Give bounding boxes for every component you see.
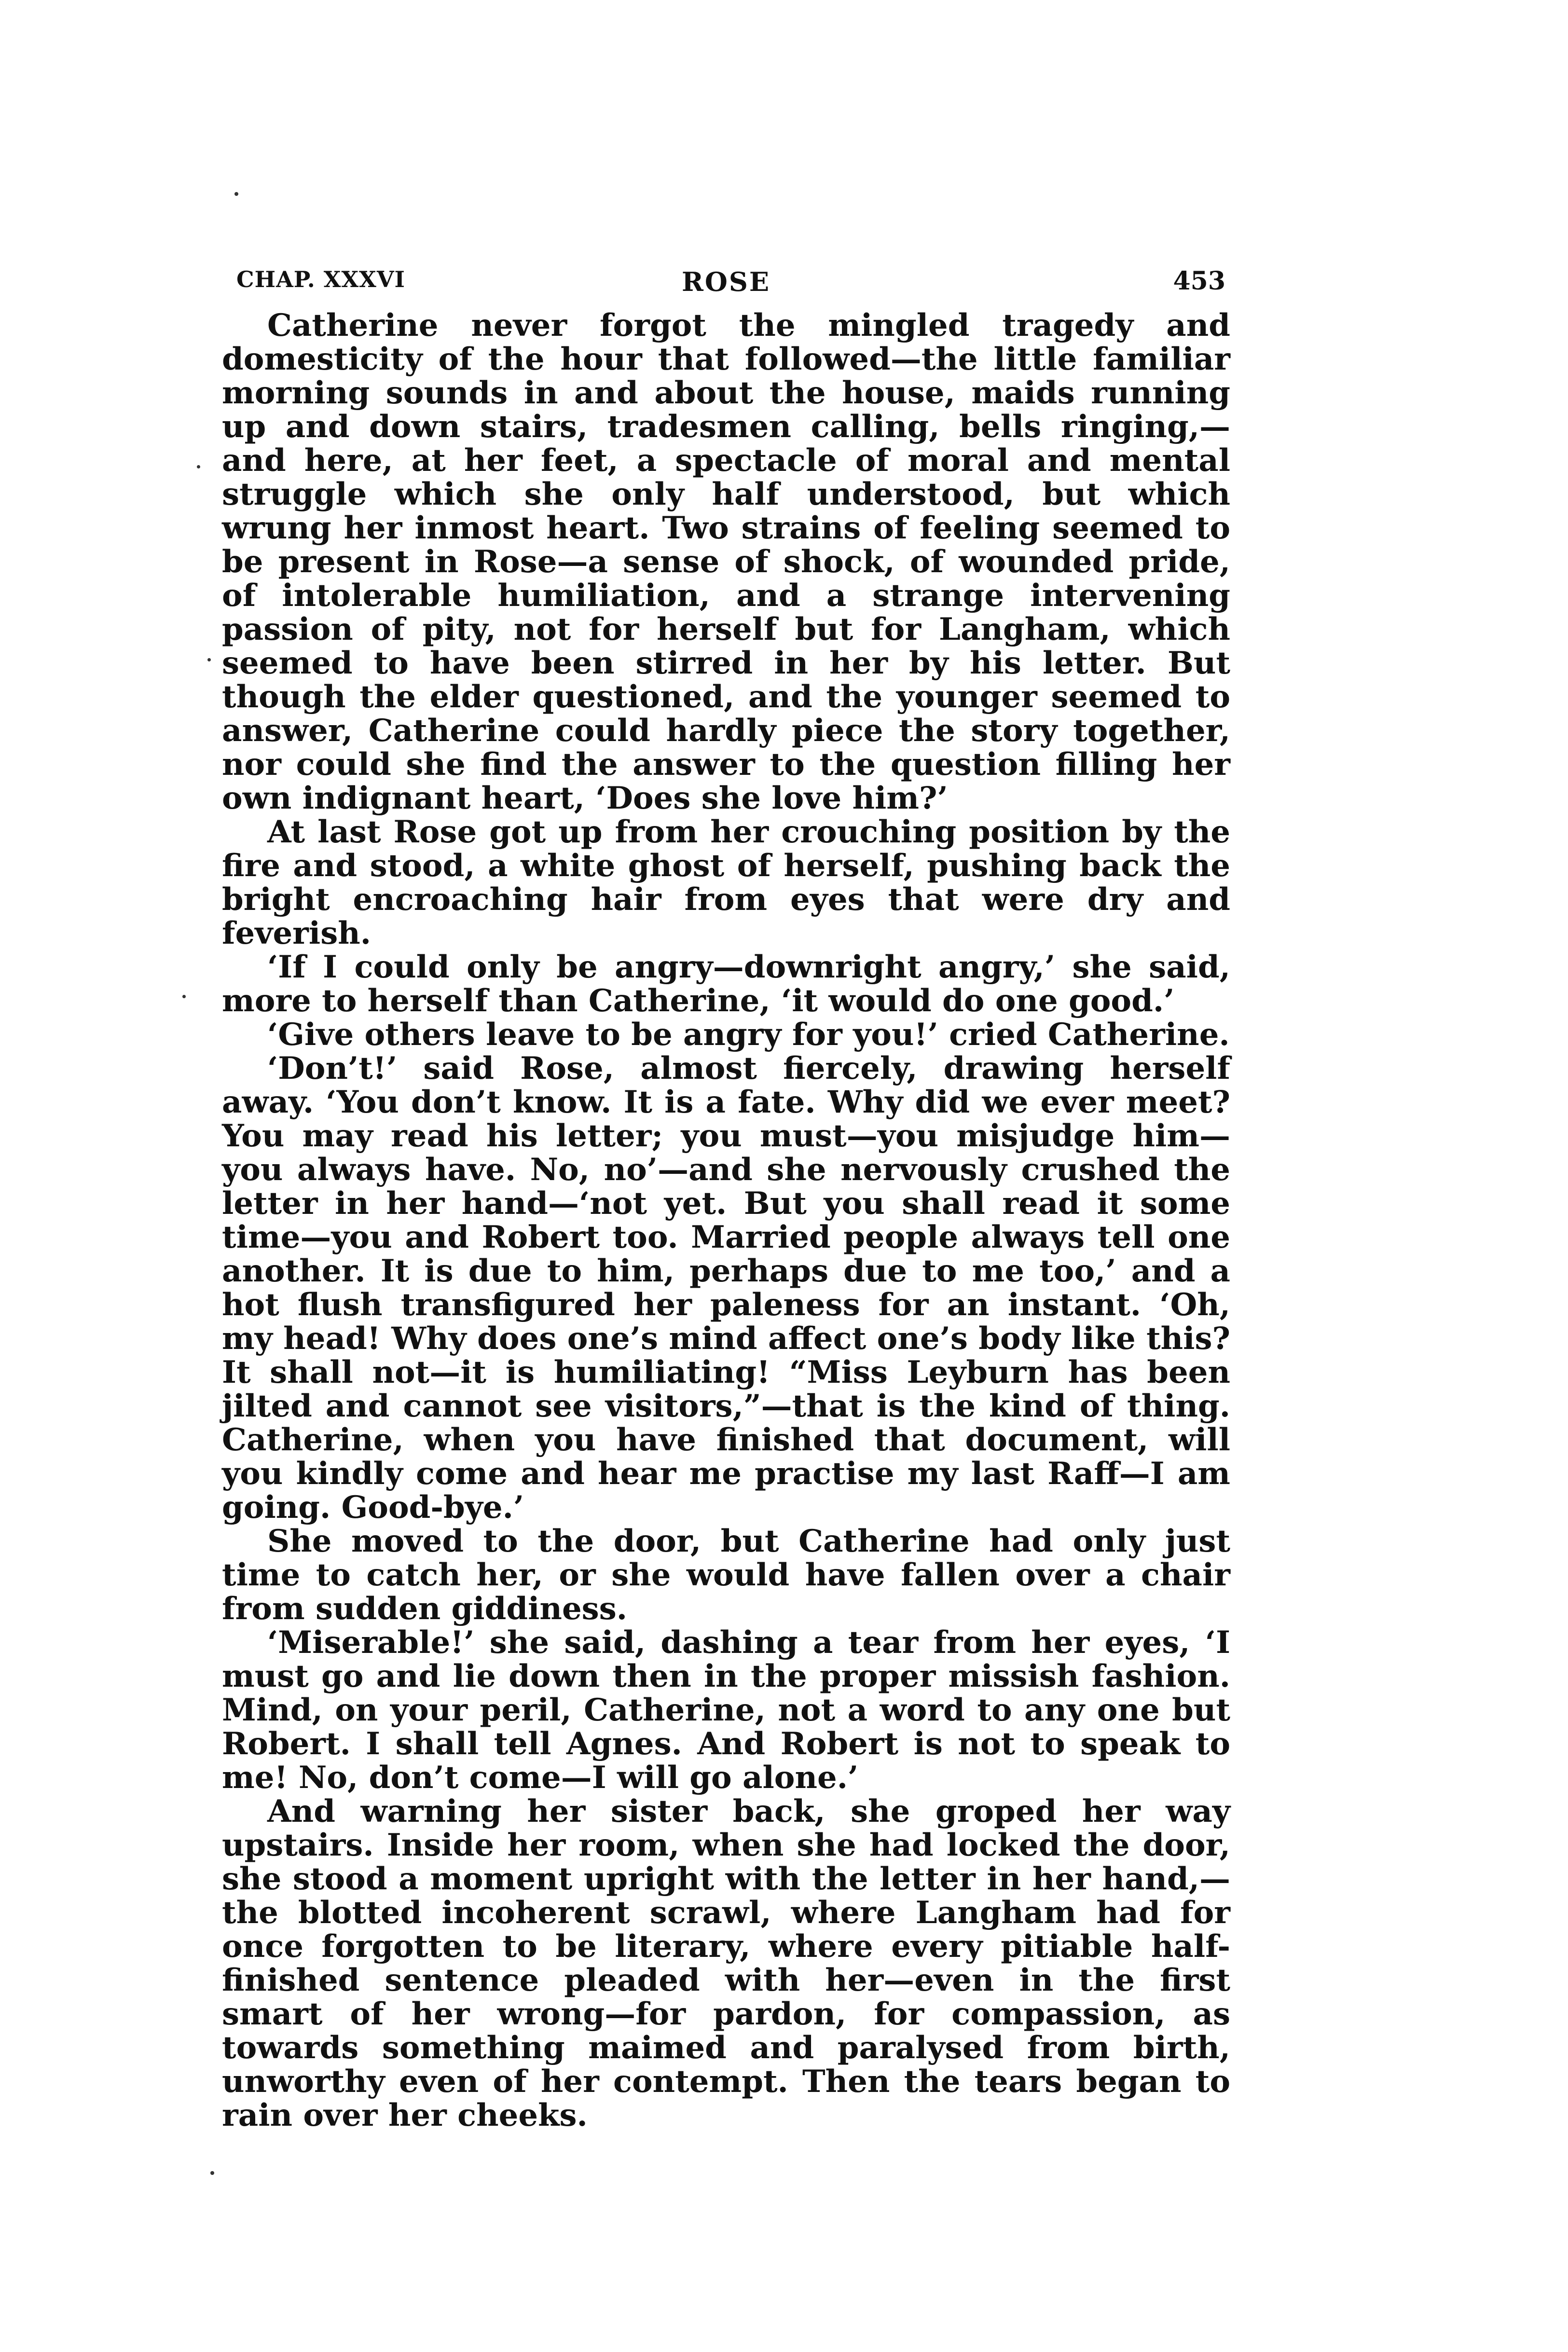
running-title: ROSE bbox=[681, 266, 771, 297]
ink-speck bbox=[210, 2171, 214, 2175]
body-text bbox=[222, 309, 1230, 2132]
ink-speck bbox=[207, 658, 211, 661]
ink-speck bbox=[234, 192, 238, 196]
paragraph: Catherine never forgot the mingled tragedy and domesticity of the hour that followed—the little familiar morning sounds in and about the house, maids running up and down stairs, tradesmen calling, bells ringing,—and here, at her feet, a spectacle of moral and mental struggle which she only half understood, but which wrung her inmost heart. Two strains of feeling seemed to be present in Rose—a sense of shock, of wounded pride, of intolerable humiliation, and a strange intervening passion of pity, not for herself but for Langham, which seemed to have been stirred in her by his letter. But though the elder questioned, and the younger seemed to answer, Catherine could hardly piece the story together, nor could she find the answer to the question filling her own indignant heart, ‘Does she love him?’ bbox=[222, 307, 1230, 816]
paragraph: She moved to the door, but Catherine had only just time to catch her, or she would have fallen over a chair from sudden giddiness. bbox=[222, 1523, 1230, 1627]
ink-speck bbox=[197, 465, 200, 468]
running-header bbox=[227, 266, 1225, 300]
page-number: 453 bbox=[1173, 266, 1225, 296]
paragraph: At last Rose got up from her crouching position by the fire and stood, a white ghost of herself, pushing back the bright encroaching hair from eyes that were dry and feverish. bbox=[222, 814, 1230, 951]
paragraph: ‘If I could only be angry—downright angry,’ she said, more to herself than Catherine, ‘it would do one good.’ bbox=[222, 949, 1230, 1019]
paragraph: ‘Give others leave to be angry for you!’ cried Catherine. bbox=[267, 1017, 1230, 1053]
paragraph: ‘Don’t!’ said Rose, almost fiercely, drawing herself away. ‘You don’t know. It is a fate. Why did we ever meet? You may read his letter; you must—you misjudge him—you always have. No, no’—and she nervously crushed the letter in her hand—‘not yet. But you shall read it some time—you and Robert too. Married people always tell one another. It is due to him, perhaps due to me too,’ and a hot flush transfigured her paleness for an instant. ‘Oh, my head! Why does one’s mind affect one’s body like this? It shall not—it is humiliating! “Miss Leyburn has been jilted and cannot see visitors,”—that is the kind of thing. Catherine, when you have finished that document, will you kindly come and hear me practise my last Raff—I am going. Good-bye.’ bbox=[222, 1050, 1230, 1526]
paragraph: And warning her sister back, she groped her way upstairs. Inside her room, when she had locked the door, she stood a moment upright with the letter in her hand,—the blotted incoherent scrawl, where Langham had for once forgotten to be literary, where every pitiable half-finished sentence pleaded with her—even in the first smart of her wrong—for pardon, for compassion, as towards something maimed and paralysed from birth, unworthy even of her contempt. Then the tears began to rain over her cheeks. bbox=[222, 1793, 1230, 2133]
chapter-label: CHAP. XXXVI bbox=[236, 266, 406, 292]
ink-speck bbox=[182, 995, 186, 998]
paragraph: ‘Miserable!’ she said, dashing a tear from her eyes, ‘I must go and lie down then in the proper missish fashion. Mind, on your peril, Catherine, not a word to any one but Robert. I shall tell Agnes. And Robert is not to speak to me! No, don’t come—I will go alone.’ bbox=[222, 1624, 1230, 1796]
